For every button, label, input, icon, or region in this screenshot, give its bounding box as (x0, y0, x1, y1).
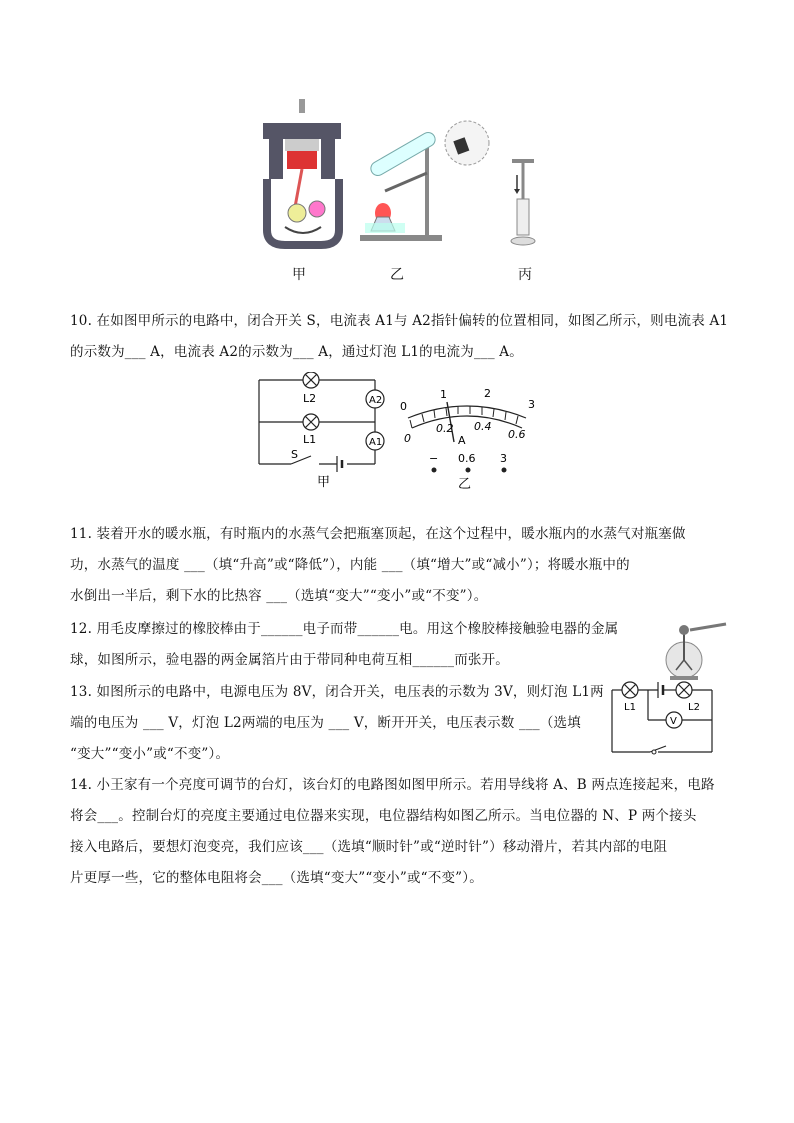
q12-line-2: 球，如图所示，验电器的两金属箔片由于带同种电荷互相______而张开。 (70, 652, 509, 668)
syringe-diagram (511, 159, 535, 245)
q14-line-1: 14. 小王家有一个亮度可调节的台灯，该台灯的电路图如图甲所示。若用导线将 A、B 两点连接起来，电路 (70, 777, 715, 793)
q10-l2-label: L2 (303, 392, 317, 405)
q10-l1-label: L1 (303, 433, 317, 446)
q12-line-1: 12. 用毛皮摩擦过的橡胶棒由于______电子而带______电。用这个橡胶棒接触验电器的金属 (70, 621, 619, 637)
q10-ammeter-dial (392, 384, 542, 494)
dial-pointer-label: A (458, 434, 466, 447)
dial-top-1: 1 (440, 388, 447, 401)
q10-circuit-diagram (255, 372, 390, 492)
question-12 (70, 614, 650, 676)
q11-line-3: 水倒出一半后，剩下水的比热容 ___（选填“变大”“变小”或“不变”）。 (70, 588, 488, 604)
q13-l1-label: L1 (624, 702, 636, 713)
q10-caption-yi: 乙 (458, 477, 472, 492)
q10-a2-label: A2 (369, 395, 383, 406)
q14-line-2: 将会___。控制台灯的亮度主要通过电位器来实现，电位器结构如图乙所示。当电位器的 N、P 两个接头 (70, 808, 697, 824)
q13-line-3: “变大”“变小”或“不变”）。 (70, 746, 230, 762)
dial-top-0: 0 (400, 400, 407, 413)
q10-line-2: 的示数为___ A，电流表 A2的示数为___ A，通过灯泡 L1的电流为___ A。 (70, 344, 523, 360)
q11-line-2: 功，水蒸气的温度 ___（填“升高”或“降低”），内能 ___（填“增大”或“减小”）；将暖水瓶中的 (70, 557, 630, 573)
dial-top-2: 2 (484, 387, 491, 400)
dial-terminal-neg: − (429, 452, 439, 465)
q13-v-label: V (670, 716, 677, 727)
q10-a1-label: A1 (369, 437, 383, 448)
question-13 (70, 677, 630, 770)
dial-bottom-1: 0.2 (436, 422, 454, 435)
question-10 (70, 306, 730, 368)
dial-bottom-3: 0.6 (508, 428, 526, 441)
top-figure (255, 95, 545, 255)
q13-circuit-diagram (610, 680, 730, 760)
question-11 (70, 519, 730, 612)
dial-terminal-3: 3 (500, 452, 507, 465)
q10-caption-jia: 甲 (317, 475, 331, 490)
q14-line-4: 片更厚一些，它的整体电阻将会___（选填“变大”“变小”或“不变”）。 (70, 870, 483, 886)
caption-yi-top: 乙 (390, 267, 404, 283)
q13-line-1: 13. 如图所示的电路中，电源电压为 8V，闭合开关，电压表的示数为 3V，则灯泡 L1两 (70, 684, 604, 700)
q11-line-1: 11. 装着开水的暖水瓶，有时瓶内的水蒸气会把瓶塞顶起，在这个过程中，暖水瓶内的水蒸气对瓶塞做 (70, 526, 686, 542)
question-14 (70, 770, 730, 894)
q10-switch-label: S (291, 448, 298, 461)
dial-bottom-0: 0 (404, 432, 411, 445)
dial-terminal-06: 0.6 (458, 452, 476, 465)
q10-line-1: 10. 在如图甲所示的电路中，闭合开关 S，电流表 A1与 A2指针偏转的位置相同，如图乙所示，则电流表 A1 (70, 313, 729, 329)
dial-top-3: 3 (528, 398, 535, 411)
caption-bing-top: 丙 (518, 267, 532, 283)
q14-line-3: 接入电路后，要想灯泡变亮，我们应该___（选填“顺时针”或“逆时针”）移动滑片，若其内部的电阻 (70, 839, 668, 855)
test-tube-apparatus (360, 121, 489, 241)
electroscope-diagram (650, 620, 730, 680)
engine-diagram (263, 99, 341, 245)
dial-bottom-2: 0.4 (474, 420, 492, 433)
q13-l2-label: L2 (688, 702, 700, 713)
caption-jia-top: 甲 (292, 267, 306, 283)
q13-line-2: 端的电压为 ___ V，灯泡 L2两端的电压为 ___ V，断开开关，电压表示数 ___（选填 (70, 715, 581, 731)
